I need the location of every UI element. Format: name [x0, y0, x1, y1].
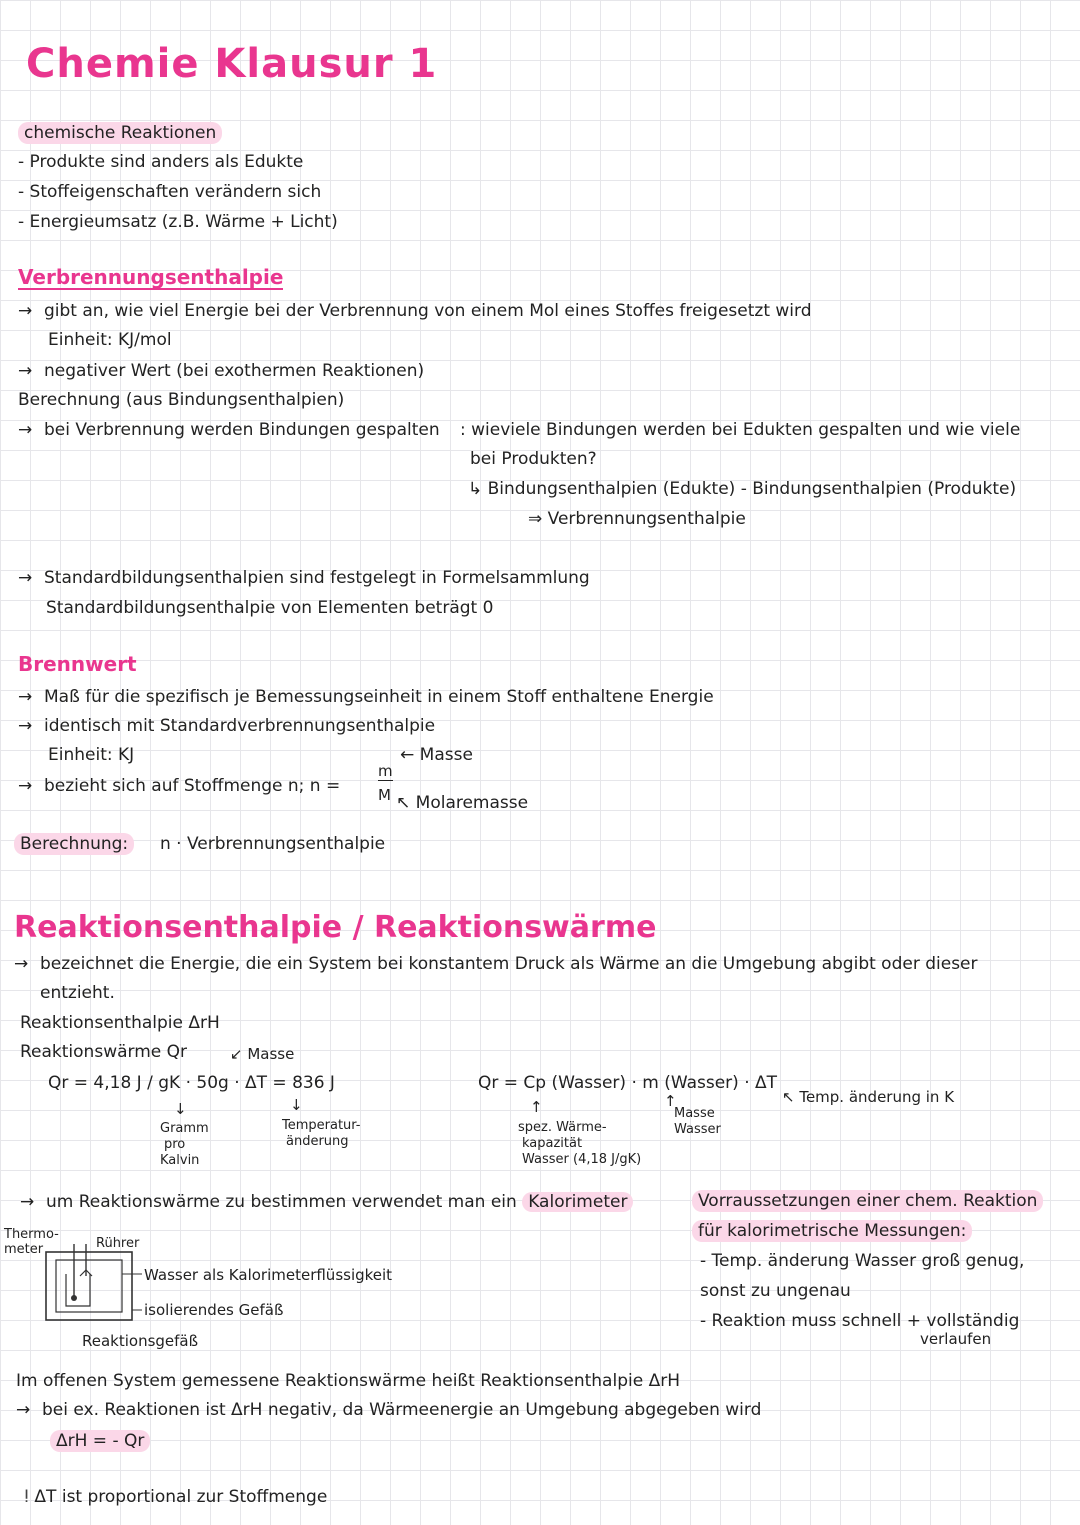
arrow-icon: → — [18, 716, 33, 736]
verbrennung-line-3a: → bei Verbrennung werden Bindungen gespalten — [18, 420, 440, 440]
vorraussetzungen-3: - Temp. änderung Wasser groß genug, — [700, 1251, 1025, 1271]
heading-verbrennungsenthalpie: Verbrennungsenthalpie — [18, 265, 284, 289]
spez-label-3: Wasser (4,18 J/gK) — [522, 1152, 642, 1167]
kalvin-label: Kalvin — [160, 1153, 200, 1168]
diagram-thermo-2: meter — [4, 1242, 44, 1257]
verbrennung-line-3c: bei Produkten? — [470, 449, 597, 469]
up-arrow-2: ↑ — [664, 1092, 677, 1110]
verbrennung-line-6: → Standardbildungsenthalpien sind festgelegt in Formelsammlung — [18, 568, 590, 588]
diagram-thermo-1: Thermo- — [4, 1227, 59, 1242]
arrow-icon: → — [18, 301, 33, 321]
diagram-wasser: Wasser als Kalorimeterflüssigkeit — [144, 1266, 393, 1284]
reaktion-line-1: → bezeichnet die Energie, die ein System bei konstantem Druck als Wärme an die Umgebung abgibt oder dieser — [14, 954, 978, 974]
bullet-2: - Stoffeigenschaften verändern sich — [18, 182, 322, 202]
down-arrow-1: ↓ — [174, 1100, 187, 1118]
gramm-label: Gramm — [160, 1121, 209, 1136]
vorraussetzungen-4: sonst zu ungenau — [700, 1281, 851, 1301]
arrow-icon: → — [16, 1400, 31, 1420]
heading-brennwert: Brennwert — [18, 652, 137, 676]
verbrennung-line-2: → negativer Wert (bei exothermen Reaktionen) — [18, 361, 425, 381]
verbrennung-line-4: ↳ Bindungsenthalpien (Edukte) - Bindungsenthalpien (Produkte) — [468, 479, 1017, 499]
arrow-icon: → — [20, 1192, 35, 1212]
equation-right: Qr = Cp (Wasser) · m (Wasser) · ΔT — [478, 1073, 778, 1093]
verbrennung-unit: Einheit: KJ/mol — [48, 330, 172, 350]
vorraussetzungen-2: für kalorimetrische Messungen: — [692, 1220, 972, 1242]
def-reaktionsenthalpie: Reaktionsenthalpie ΔrH — [20, 1013, 220, 1033]
formula-highlight: ΔrH = - Qr — [50, 1430, 150, 1452]
kalorimeter-highlight: Kalorimeter — [522, 1192, 633, 1212]
arrow-icon: → — [18, 568, 33, 588]
equation-left: Qr = 4,18 J / gK · 50g · ΔT = 836 J — [48, 1073, 335, 1093]
vorraussetzungen-6: verlaufen — [920, 1330, 992, 1348]
arrow-icon: → — [18, 420, 33, 440]
brennwert-line-3: → bezieht sich auf Stoffmenge n; n = — [18, 776, 341, 796]
def-reaktionswaerme: Reaktionswärme Qr — [20, 1042, 187, 1062]
arrow-icon: → — [18, 361, 33, 381]
masse-annotation-2: ↙ Masse — [230, 1045, 295, 1063]
vorraussetzungen-1: Vorraussetzungen einer chem. Reaktion — [692, 1190, 1043, 1212]
masse-wasser-1: Masse — [674, 1106, 715, 1121]
arrow-icon: → — [18, 687, 33, 707]
open-system-line-2: → bei ex. Reaktionen ist ΔrH negativ, da Wärmeenergie an Umgebung abgegeben wird — [16, 1400, 762, 1420]
up-arrow-1: ↑ — [530, 1098, 543, 1116]
verbrennung-line-1: → gibt an, wie viel Energie bei der Verbrennung von einem Mol eines Stoffes freigesetzt wird — [18, 301, 812, 321]
diagram-reaktionsgefaess: Reaktionsgefäß — [82, 1332, 199, 1350]
temp-change-annotation: ↖ Temp. änderung in K — [782, 1088, 955, 1106]
spez-label-1: spez. Wärme- — [518, 1120, 607, 1135]
molarmasse-annotation: ↖ Molaremasse — [396, 793, 529, 813]
diagram-gefaess: isolierendes Gefäß — [144, 1301, 284, 1319]
masse-annotation: ← Masse — [400, 745, 473, 765]
kalorimeter-line: → um Reaktionswärme zu bestimmen verwendet man ein Kalorimeter — [20, 1191, 633, 1213]
kalorimeter-diagram-icon — [40, 1240, 150, 1340]
pro-label: pro — [164, 1137, 186, 1152]
masse-wasser-2: Wasser — [674, 1122, 721, 1137]
verbrennung-line-3b: : wieviele Bindungen werden bei Edukten gespalten und wie viele — [460, 420, 1021, 440]
down-arrow-2: ↓ — [290, 1096, 303, 1114]
brennwert-unit: Einheit: KJ — [48, 745, 135, 765]
brennwert-calc-value: n · Verbrennungsenthalpie — [160, 834, 386, 854]
page-title: Chemie Klausur 1 — [26, 41, 438, 87]
bullet-3: - Energieumsatz (z.B. Wärme + Licht) — [18, 212, 338, 232]
reaktion-line-1b: entzieht. — [40, 983, 115, 1003]
vorraussetzungen-5: - Reaktion muss schnell + vollständig — [700, 1311, 1020, 1331]
heading-chemische-reaktionen: chemische Reaktionen — [18, 122, 222, 144]
spez-label-2: kapazität — [522, 1136, 583, 1151]
open-system-line-1: Im offenen System gemessene Reaktionswärme heißt Reaktionsenthalpie ΔrH — [16, 1371, 680, 1391]
fraction-denominator: M — [378, 786, 391, 804]
arrow-icon: → — [14, 954, 29, 974]
temp-label-1: Temperatur- — [282, 1118, 361, 1133]
brennwert-calc-label: Berechnung: — [14, 833, 134, 855]
brennwert-line-1: → Maß für die spezifisch je Bemessungseinheit in einem Stoff enthaltene Energie — [18, 687, 714, 707]
heading-reaktionsenthalpie: Reaktionsenthalpie / Reaktionswärme — [14, 910, 657, 945]
brennwert-line-2: → identisch mit Standardverbrennungsenthalpie — [18, 716, 436, 736]
note-line: ⵑ ΔT ist proportional zur Stoffmenge — [24, 1487, 328, 1507]
fraction-numerator: m — [378, 762, 393, 780]
verbrennung-line-7: Standardbildungsenthalpie von Elementen beträgt 0 — [46, 598, 494, 618]
verbrennung-line-5: ⇒ Verbrennungsenthalpie — [528, 509, 746, 529]
arrow-icon: → — [18, 776, 33, 796]
temp-label-2: änderung — [286, 1134, 349, 1149]
verbrennung-calc: Berechnung (aus Bindungsenthalpien) — [18, 390, 345, 410]
exclamation-icon: ⵑ — [24, 1487, 30, 1507]
bullet-1: - Produkte sind anders als Edukte — [18, 152, 304, 172]
diagram-ruehrer: Rührer — [96, 1236, 140, 1251]
